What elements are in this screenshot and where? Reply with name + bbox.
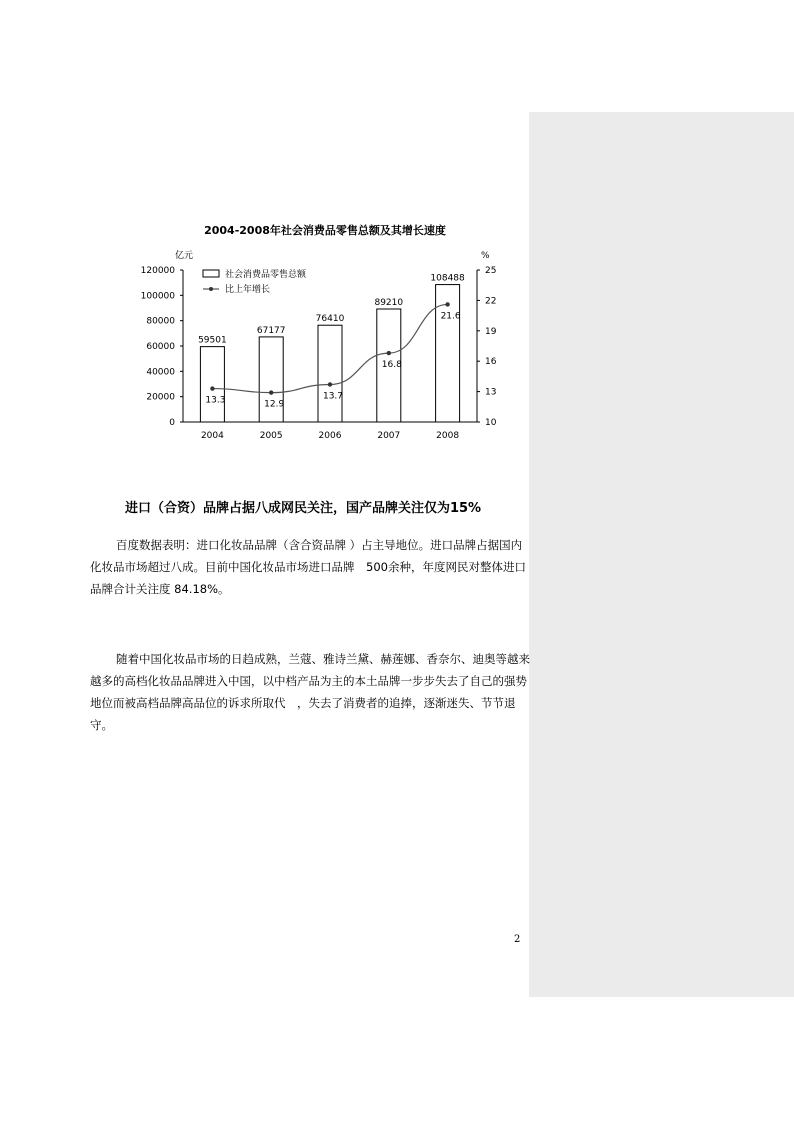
y-axis-right-label: % bbox=[481, 251, 490, 261]
y-left-tick-label: 0 bbox=[169, 418, 175, 428]
y-right-tick-label: 13 bbox=[485, 387, 497, 398]
legend-bar-label: 社会消费品零售总额 bbox=[225, 270, 307, 280]
bar-data-label: 89210 bbox=[374, 298, 404, 309]
chart-title: 2004-2008年社会消费品零售总额及其增长速度 bbox=[204, 224, 446, 237]
y-right-tick-label: 25 bbox=[485, 266, 497, 276]
growth-point bbox=[445, 302, 449, 306]
y-left-tick-label: 80000 bbox=[146, 316, 175, 327]
y-left-tick-label: 100000 bbox=[140, 291, 175, 302]
bar-data-label: 108488 bbox=[430, 273, 465, 284]
growth-point bbox=[387, 351, 391, 355]
chart-svg bbox=[135, 218, 515, 448]
x-tick-label: 2004 bbox=[200, 431, 224, 441]
comment-margin-pane bbox=[529, 112, 794, 997]
page-number: 2 bbox=[514, 934, 521, 945]
y-axis-left-label: 亿元 bbox=[175, 251, 194, 261]
bar-data-label: 76410 bbox=[315, 314, 345, 325]
paragraph-market-trend: 随着中国化妆品市场的日趋成熟，兰蔻、雅诗兰黛、赫莲娜、香奈尔、迪奥等越来越多的高档化妆品品牌进入中国，以中档产品为主的本土品牌一步步失去了自己的强势地位而被高档品牌高品位的诉求所取代 ，失去了消费者的追捧，逐渐迷失、节节退守。 bbox=[90, 652, 530, 732]
growth-data-label: 21.6 bbox=[440, 311, 461, 322]
y-right-tick-label: 10 bbox=[485, 418, 497, 428]
y-left-tick-label: 40000 bbox=[146, 367, 175, 378]
y-right-tick-label: 22 bbox=[485, 296, 497, 307]
bar bbox=[318, 325, 342, 422]
legend-line-marker bbox=[209, 287, 213, 291]
bar bbox=[200, 347, 224, 422]
y-right-tick-label: 16 bbox=[485, 357, 497, 368]
retail-sales-chart bbox=[135, 218, 515, 448]
growth-point bbox=[269, 390, 273, 394]
y-right-tick-label: 19 bbox=[485, 326, 497, 337]
y-left-tick-label: 20000 bbox=[146, 392, 175, 403]
y-left-tick-label: 120000 bbox=[140, 266, 175, 276]
growth-point bbox=[328, 382, 332, 386]
growth-point bbox=[210, 386, 214, 390]
x-tick-label: 2005 bbox=[259, 431, 283, 441]
section-heading: 进口（合资）品牌占据八成网民关注，国产品牌关注仅为15% bbox=[124, 501, 482, 516]
x-tick-label: 2008 bbox=[436, 431, 460, 441]
y-left-tick-label: 60000 bbox=[146, 342, 175, 352]
paragraph-baidu-data: 百度数据表明：进口化妆品品牌（含合资品牌 ）占主导地位。进口品牌占据国内化妆品市场超过八成。目前中国化妆品市场进口品牌 500余种，年度网民对整体进口品牌合计关注度 84.18%。 bbox=[90, 538, 526, 596]
bar-data-label: 67177 bbox=[256, 325, 286, 336]
legend-bar-swatch bbox=[203, 270, 219, 277]
growth-data-label: 13.7 bbox=[322, 391, 344, 402]
legend-line-label: 比上年增长 bbox=[225, 285, 271, 295]
growth-data-label: 13.3 bbox=[205, 395, 226, 406]
bar-data-label: 59501 bbox=[198, 335, 227, 346]
x-tick-label: 2006 bbox=[318, 431, 342, 441]
x-tick-label: 2007 bbox=[377, 431, 401, 441]
growth-data-label: 16.8 bbox=[381, 360, 402, 371]
growth-data-label: 12.9 bbox=[264, 399, 285, 410]
